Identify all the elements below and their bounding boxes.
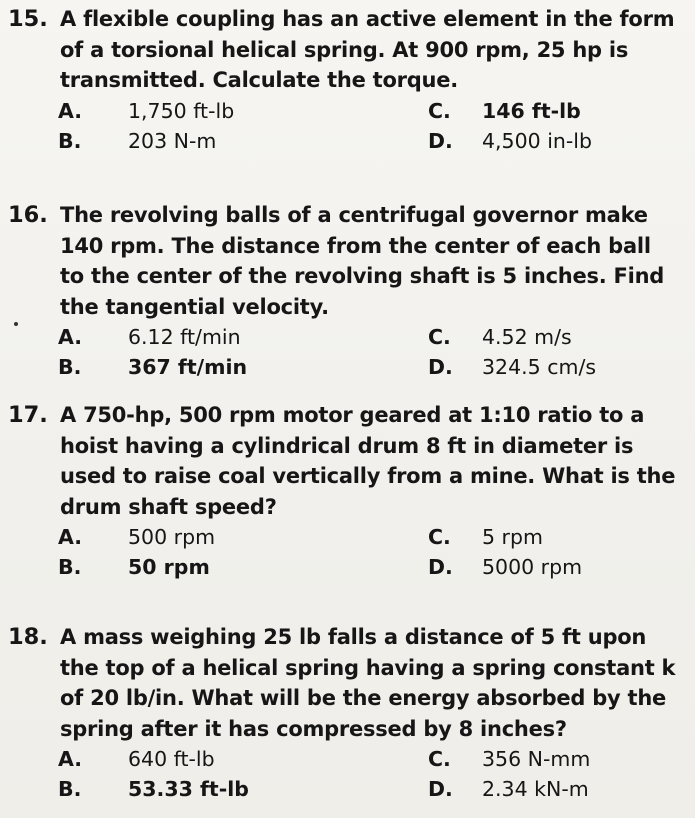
choice-letter: B. — [58, 777, 82, 801]
choice-a — [58, 96, 234, 126]
choice-value: 500 rpm — [128, 525, 216, 549]
choice-letter: C. — [428, 747, 451, 771]
choice-value: 1,750 ft-lb — [128, 98, 235, 123]
choice-d — [428, 126, 592, 156]
choice-letter: D. — [428, 555, 453, 579]
choice-letter: B. — [58, 555, 82, 579]
choice-value: 6.12 ft/min — [128, 325, 241, 349]
choice-value: 4.52 m/s — [482, 325, 572, 349]
question-number: 18. — [8, 624, 48, 650]
choice-value: 2.34 kN-m — [482, 777, 589, 801]
choices — [8, 522, 688, 584]
choice-letter: D. — [428, 355, 453, 379]
choices — [8, 322, 688, 384]
question-18 — [8, 622, 688, 806]
margin-dot — [14, 322, 18, 326]
choices — [8, 744, 688, 806]
choice-b — [58, 552, 210, 582]
choice-d — [428, 552, 582, 582]
choice-c — [428, 522, 543, 552]
question-number: 15. — [8, 6, 48, 32]
choice-a — [58, 522, 215, 552]
question-text: A mass weighing 25 lb falls a distance of 5 ft upon the top of a helical spring having a spring constant k of 20 lb/in. What will be the energy absorbed by the spring after it has compressed by 8 inches? — [60, 625, 676, 741]
choice-value: 5000 rpm — [482, 555, 583, 579]
choice-value: 367 ft/min — [128, 355, 248, 379]
choice-letter: D. — [428, 777, 453, 801]
choice-b — [58, 126, 216, 156]
choice-letter: A. — [58, 525, 83, 549]
choice-a — [58, 744, 215, 774]
choice-letter: C. — [428, 325, 451, 349]
choice-letter: D. — [428, 128, 453, 153]
choice-letter: C. — [428, 525, 451, 549]
choice-c — [428, 322, 572, 352]
choice-value: 146 ft-lb — [482, 98, 581, 123]
choice-letter: B. — [58, 128, 82, 153]
choice-value: 324.5 cm/s — [482, 355, 597, 379]
question-17 — [8, 400, 688, 584]
choice-value: 203 N-m — [128, 128, 217, 153]
choice-letter: C. — [428, 98, 451, 123]
choice-c — [428, 96, 581, 126]
choice-value: 53.33 ft-lb — [128, 777, 249, 801]
choice-letter: A. — [58, 747, 83, 771]
question-16 — [8, 200, 688, 384]
choice-c — [428, 744, 590, 774]
question-text: The revolving balls of a centrifugal governor make 140 rpm. The distance from the center of each ball to the center of the revolving shaft is 5 inches. Find the tangential velocity. — [60, 203, 665, 319]
choice-d — [428, 352, 596, 382]
choice-letter: A. — [58, 325, 83, 349]
choice-letter: B. — [58, 355, 82, 379]
choice-value: 640 ft-lb — [128, 747, 215, 771]
question-15 — [8, 4, 688, 158]
choice-value: 50 rpm — [128, 555, 210, 579]
choice-value: 4,500 in-lb — [482, 128, 592, 153]
question-text: A 750-hp, 500 rpm motor geared at 1:10 ratio to a hoist having a cylindrical drum 8 ft in diameter is used to raise coal vertically from a mine. What is the drum shaft speed? — [60, 403, 676, 519]
choice-letter: A. — [58, 98, 83, 123]
choice-b — [58, 352, 247, 382]
choice-a — [58, 322, 241, 352]
question-number: 17. — [8, 402, 48, 428]
choice-value: 356 N-mm — [482, 747, 591, 771]
choice-b — [58, 774, 249, 804]
choice-d — [428, 774, 589, 804]
choice-value: 5 rpm — [482, 525, 543, 549]
choices — [8, 96, 688, 158]
question-number: 16. — [8, 202, 48, 228]
question-text: A flexible coupling has an active element in the form of a torsional helical spring. At 900 rpm, 25 hp is transmitted. Calculate the torque. — [60, 7, 675, 92]
